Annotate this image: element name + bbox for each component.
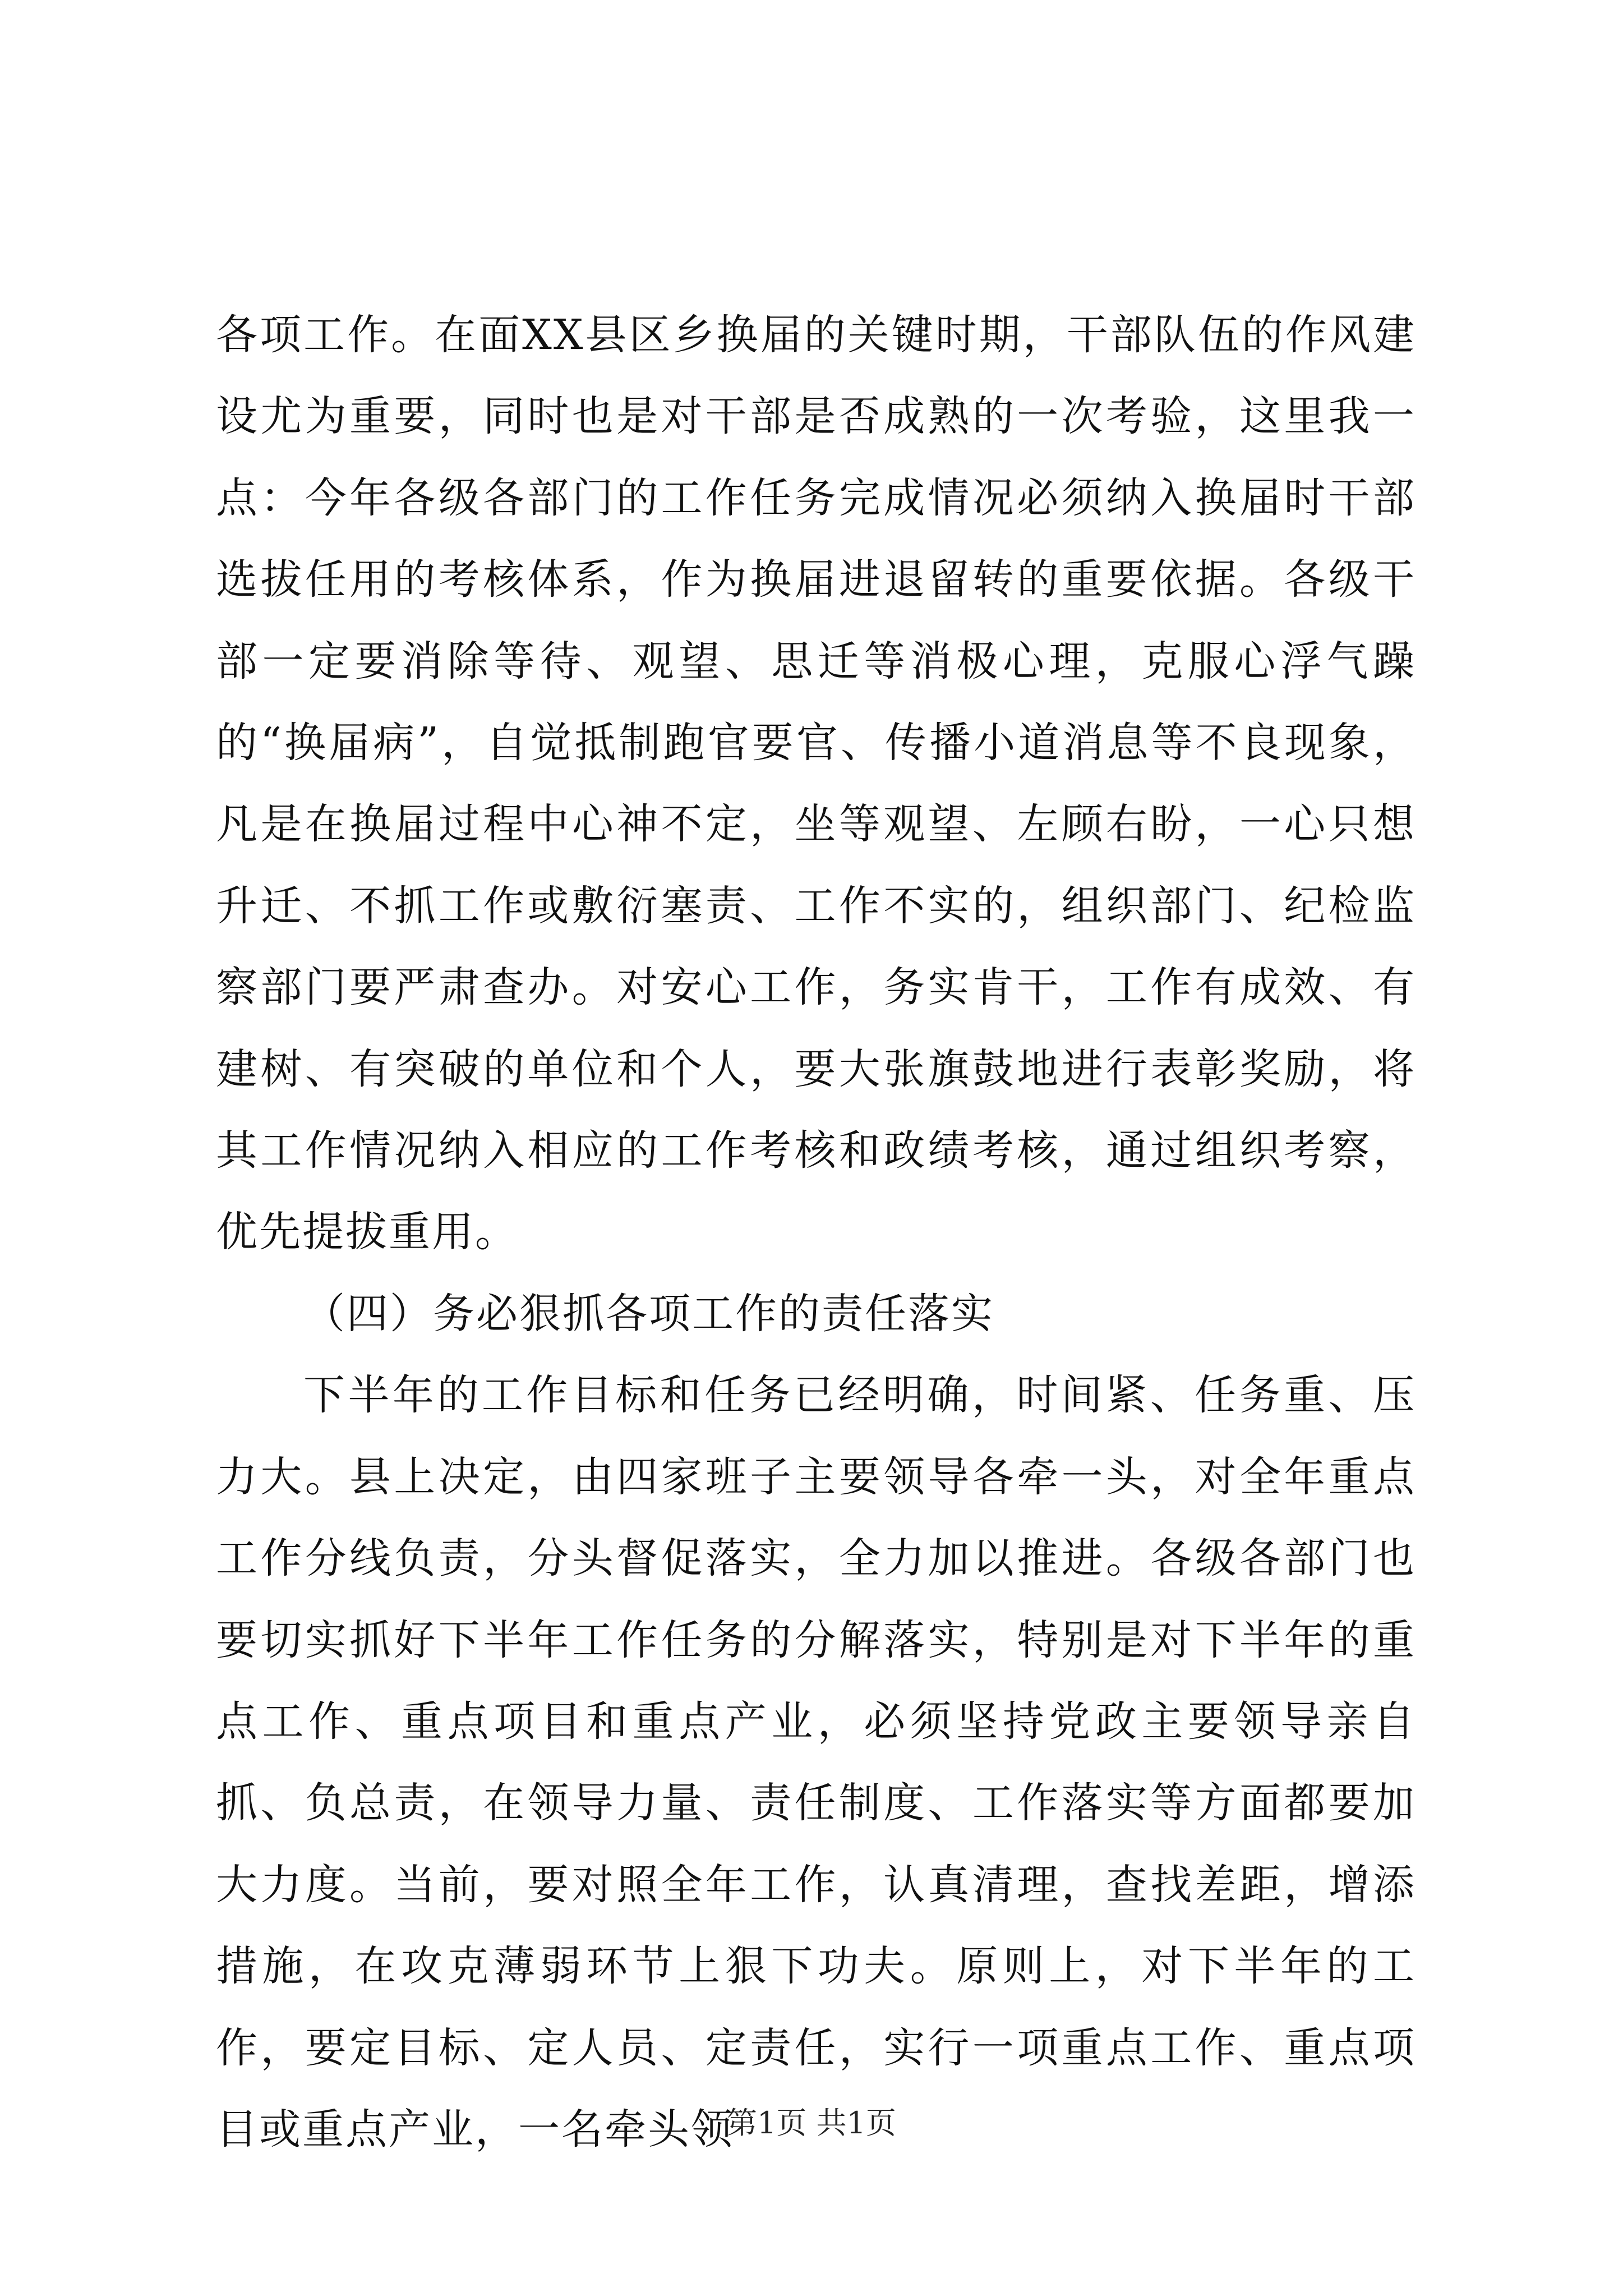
page-footer: 第1页 共1页: [727, 2105, 896, 2141]
section-heading-responsibility: （四）务必狠抓各项工作的责任落实: [303, 1289, 994, 1338]
document-body: [216, 295, 1416, 2170]
paragraph-second-half-goals: 下半年的工作目标和任务已经明确，时间紧、任务重、压力大。县上决定，由四家班子主要领导各牵一头，对全年重点工作分线负责，分头督促落实，全力加以推进。各级各部门也要切实抓好下半年工作任务的分解落实，特别是对下半年的重点工作、重点项目和重点产业，必须坚持党政主要领导亲自抓、负总责，在领导力量、责任制度、工作落实等方面都要加大力度。当前，要对照全年工作，认真清理，查找差距，增添措施，在攻克薄弱环节上狠下功夫。原则上，对下半年的工作，要定目标、定人员、定责任，实行一项重点工作、重点项目或重点产业，一名牵头领: [216, 1371, 1416, 2154]
paragraph-cadre-style: 各项工作。在面XX县区乡换届的关键时期，干部队伍的作风建设尤为重要，同时也是对干部是否成熟的一次考验，这里我一点：今年各级各部门的工作任务完成情况必须纳入换届时干部选拔任用的考核体系，作为换届进退留转的重要依据。各级干部一定要消除等待、观望、思迁等消极心理，克服心浮气躁的“换届病”，自觉抵制跑官要官、传播小道消息等不良现象，凡是在换届过程中心神不定，坐等观望、左顾右盼，一心只想升迁、不抓工作或敷衍塞责、工作不实的，组织部门、纪检监察部门要严肃查办。对安心工作，务实肯干，工作有成效、有建树、有突破的单位和个人，要大张旗鼓地进行表彰奖励，将其工作情况纳入相应的工作考核和政绩考核，通过组织考察，优先提拔重用。: [216, 311, 1416, 1257]
